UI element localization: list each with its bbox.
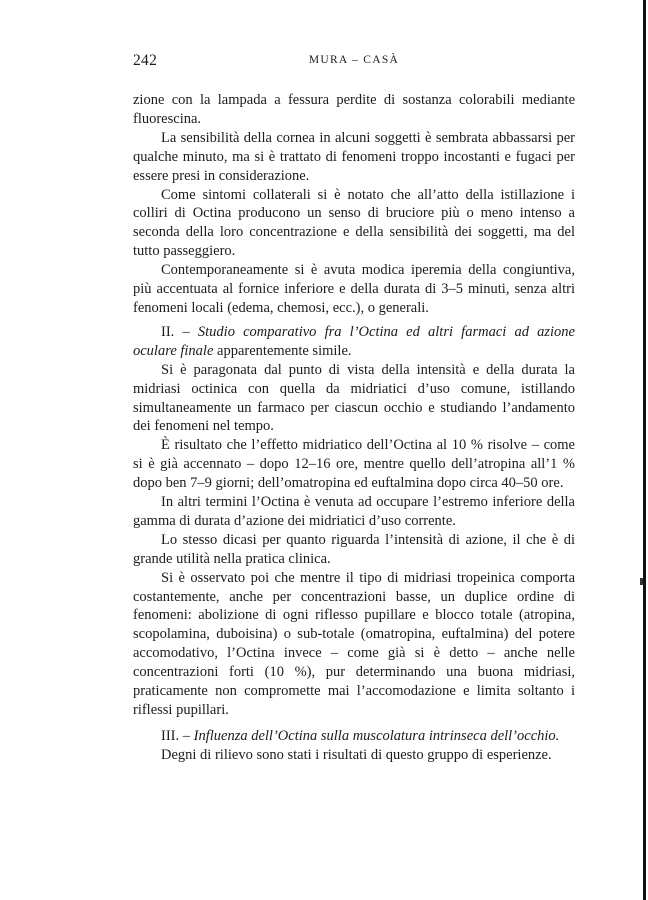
running-head: MURA – CASÀ (308, 54, 400, 66)
paragraph: È risultato che l’effetto midriatico dell’Octina al 10 % risolve – come si è già accennato – dopo 12–16 ore, mentre quello dell’atropina all’1 % dopo ben 7–9 giorni; dell’omatropina ed euftalmina dopo circa 40–50 ore. (133, 437, 575, 492)
paragraph: Si è osservato poi che mentre il tipo di midriasi tropeinica comporta costantemente, anche per concentrazioni basse, un duplice ordine di fenomeni: abolizione di ogni riflesso pupillare e blocco totale (atropina, scopolamina, duboisina) o sub-totale (omatropina, euftalmina) del potere accomodativo, l’Octina invece – come già si è detto – anche nelle concentrazioni forti (10 %), pur determinando una buona midriasi, praticamente non compromette mai l’accomodazione e limita soltanto i riflessi pupillari. (133, 569, 575, 718)
section-number: II. – (161, 323, 190, 340)
page-number: 242 (133, 52, 158, 69)
page-edge-mark (640, 578, 643, 585)
section-title: Influenza dell’Octina sulla muscolatura intrinseca dell’occhio. (193, 727, 560, 744)
page-edge-border (643, 0, 646, 900)
section-number: III. – (161, 727, 190, 744)
section-heading-iii (133, 727, 575, 746)
paragraph: Contemporaneamente si è avuta modica iperemia della congiuntiva, più accentuata al fornice inferiore e della durata di 3–5 minuti, senza altri fenomeni locali (edema, chemosi, ecc.), o generali. (133, 262, 575, 316)
page-header (133, 52, 575, 72)
paragraph: Degni di rilievo sono stati i risultati di questo gruppo di esperienze. (161, 746, 552, 763)
paragraph: zione con la lampada a fessura perdite di sostanza colorabili mediante fluorescina. (133, 92, 575, 127)
paragraph: Come sintomi collaterali si è notato che all’atto della istillazione i colliri di Octina producono un senso di bruciore più o meno intenso a seconda della loro concentrazione e della sensibilità dei soggetti, ma del tutto passeggiero. (133, 186, 575, 260)
body-text (133, 91, 575, 765)
section-heading-ii (133, 323, 575, 361)
section-heading-rest: apparentemente simile. (213, 342, 352, 359)
paragraph: Si è paragonata dal punto di vista della intensità e della durata la midriasi octinica con quella da midriatici d’uso comune, istillando simultaneamente un farmaco per ciascun occhio e studiando l’andamento dei fenomeni nel tempo. (133, 361, 575, 435)
paragraph: Lo stesso dicasi per quanto riguarda l’intensità di azione, il che è di grande utilità nella pratica clinica. (133, 531, 575, 567)
section-title: Studio comparativo fra l’Octina ed altri farmaci ad azione oculare finale (133, 323, 575, 359)
paragraph: La sensibilità della cornea in alcuni soggetti è sembrata abbassarsi per qualche minuto, ma si è trattato di fenomeni troppo incostanti e fugaci per essere presi in considerazione. (133, 129, 575, 184)
paragraph: In altri termini l’Octina è venuta ad occupare l’estremo inferiore della gamma di durata d’azione dei midriatici d’uso corrente. (133, 494, 575, 529)
